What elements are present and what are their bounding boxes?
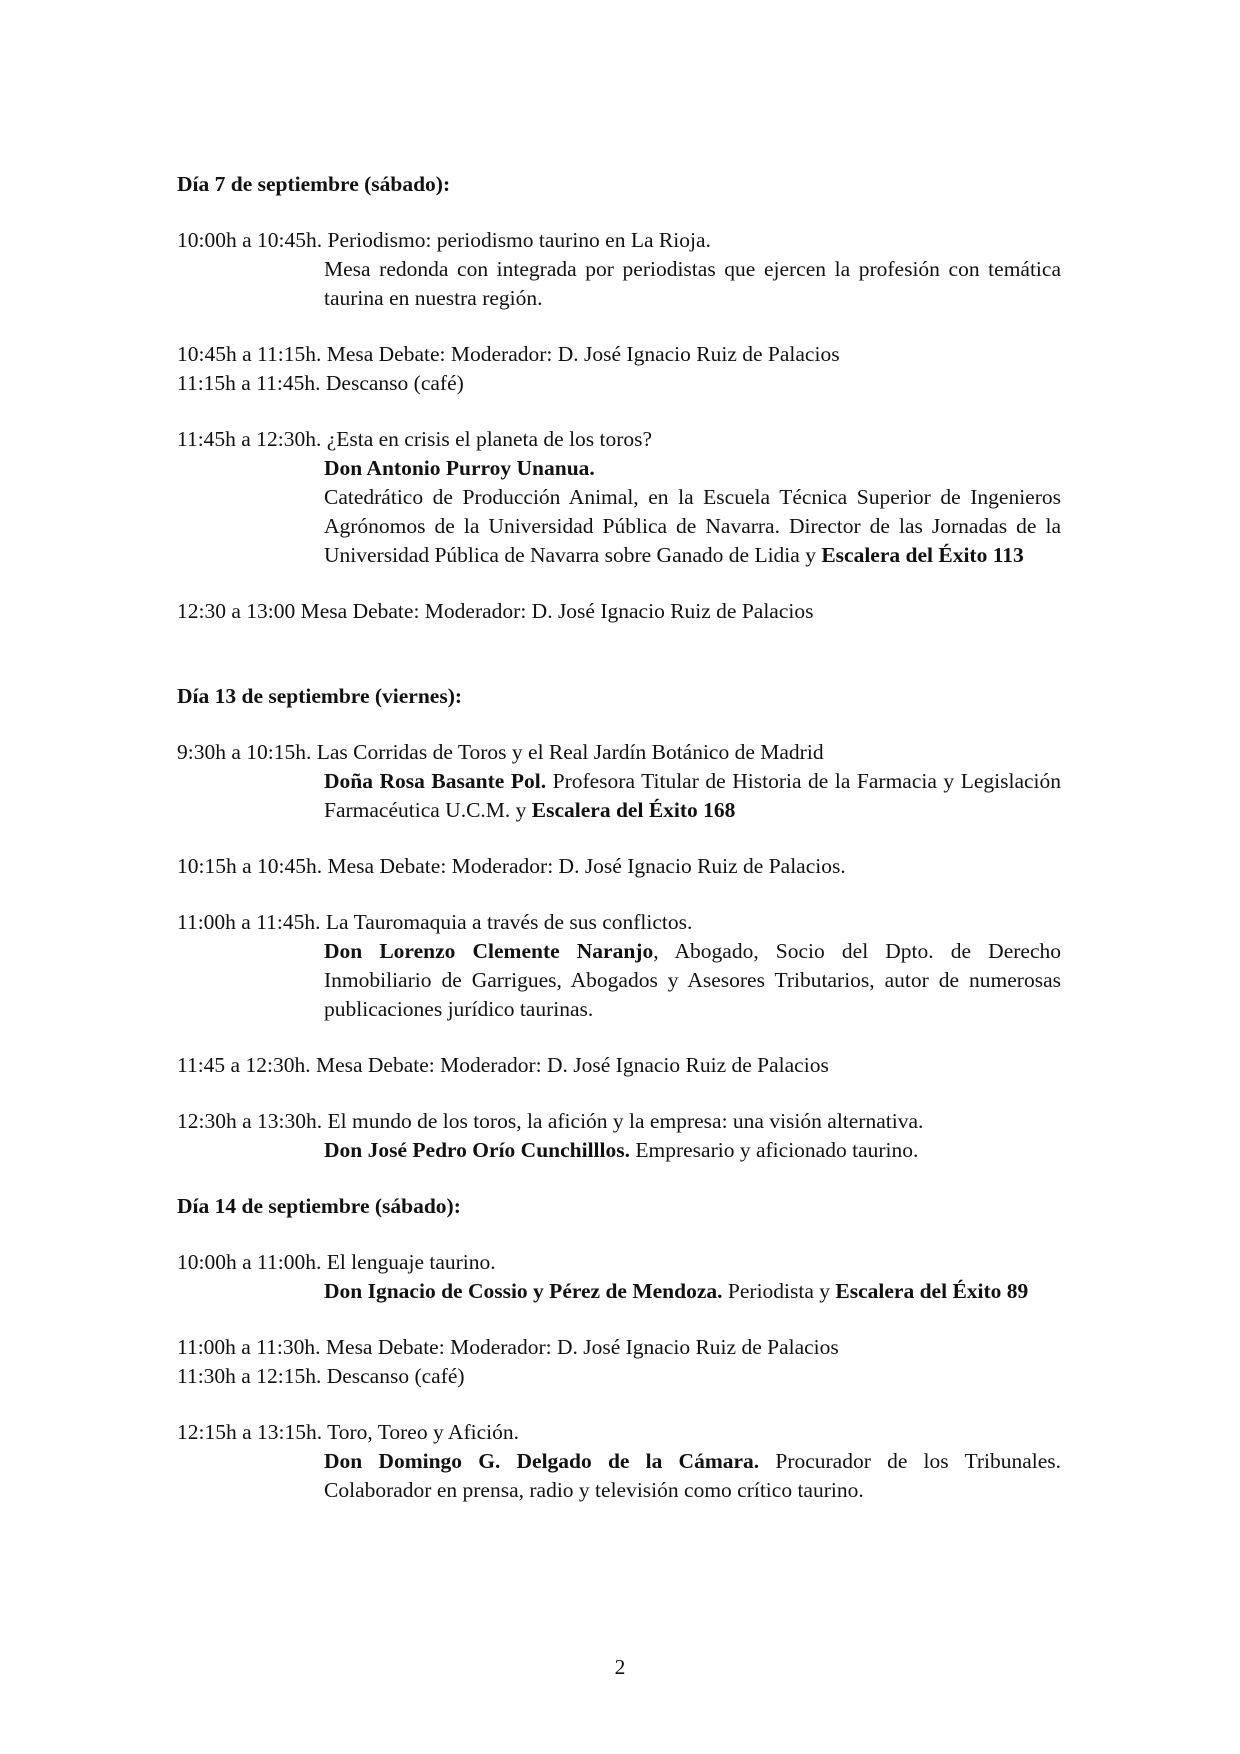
entry-title: Descanso (café)	[321, 1364, 465, 1388]
speaker-name: Don José Pedro Orío Cunchilllos.	[324, 1138, 630, 1162]
schedule-entry	[177, 908, 1061, 1024]
speaker-name: Don Ignacio de Cossio y Pérez de Mendoza.	[324, 1279, 723, 1303]
entry-title: Toro, Toreo y Afición.	[322, 1420, 519, 1444]
entry-title: Descanso (café)	[320, 371, 464, 395]
entry-time: 11:00h a 11:30h.	[177, 1335, 321, 1359]
speaker-name: Don Domingo G. Delgado de la Cámara.	[324, 1449, 760, 1473]
entry-title: Mesa Debate: Moderador: D. José Ignacio Ruiz de Palacios	[321, 342, 840, 366]
schedule-entry	[177, 852, 1061, 881]
entry-time: 11:45h a 12:30h.	[177, 427, 322, 451]
entry-time: 12:30 a 13:00	[177, 599, 296, 623]
schedule-entry	[177, 1362, 1061, 1391]
entry-detail: , Abogado, Socio del Dpto. de Derecho Inmobiliario de Garrigues, Abogados y Asesores Tributarios, autor de numerosas publicaciones jurídico taurinas.	[324, 939, 1061, 1021]
schedule-entry	[177, 340, 1061, 369]
entry-time: 10:00h a 11:00h.	[177, 1250, 322, 1274]
schedule-entry	[177, 369, 1061, 398]
schedule-entry	[177, 226, 1061, 313]
entry-time: 12:15h a 13:15h.	[177, 1420, 323, 1444]
entry-detail-bold: Escalera del Éxito 89	[835, 1279, 1029, 1303]
entry-detail: Mesa redonda con integrada por periodistas que ejercen la profesión con temática taurina en nuestra región.	[324, 257, 1061, 310]
document-page	[177, 170, 1061, 1532]
schedule-entry	[177, 1418, 1061, 1505]
page-number: 2	[614, 1655, 626, 1679]
entry-title: La Tauromaquia a través de sus conflictos.	[320, 910, 693, 934]
schedule-entry	[177, 1333, 1061, 1362]
schedule-entry	[177, 425, 1061, 570]
schedule-entry	[177, 738, 1061, 825]
entry-time: 11:00h a 11:45h.	[177, 910, 321, 934]
entry-title: Periodismo: periodismo taurino en La Rioja.	[322, 228, 711, 252]
entry-detail: Empresario y aficionado taurino.	[630, 1138, 919, 1162]
entry-title: Mesa Debate: Moderador: D. José Ignacio Ruiz de Palacios	[295, 599, 814, 623]
speaker-name: Doña Rosa Basante Pol.	[324, 769, 547, 793]
entry-title: ¿Esta en crisis el planeta de los toros?	[321, 427, 653, 451]
entry-title: Mesa Debate: Moderador: D. José Ignacio Ruiz de Palacios	[320, 1335, 839, 1359]
entry-title: El mundo de los toros, la afición y la empresa: una visión alternativa.	[322, 1109, 924, 1133]
entry-detail: Catedrático de Producción Animal, en la Escuela Técnica Superior de Ingenieros Agrónomos de la Universidad Pública de Navarra. Director de las Jornadas de la Universidad Pública de Navarra sobre Ganado de Lidia y	[324, 485, 1061, 567]
day-heading: Día 14 de septiembre (sábado):	[177, 1194, 461, 1218]
day-heading: Día 7 de septiembre (sábado):	[177, 172, 451, 196]
schedule-entry	[177, 1248, 1061, 1306]
entry-time: 10:15h a 10:45h.	[177, 854, 323, 878]
schedule-entry	[177, 597, 1061, 626]
entry-title: El lenguaje taurino.	[321, 1250, 496, 1274]
entry-time: 11:30h a 12:15h.	[177, 1364, 322, 1388]
schedule-entry	[177, 1051, 1061, 1080]
entry-time: 9:30h a 10:15h.	[177, 740, 312, 764]
entry-title: Las Corridas de Toros y el Real Jardín Botánico de Madrid	[311, 740, 824, 764]
entry-title: Mesa Debate: Moderador: D. José Ignacio Ruiz de Palacios.	[322, 854, 846, 878]
entry-time: 11:45 a 12:30h.	[177, 1053, 311, 1077]
entry-time: 11:15h a 11:45h.	[177, 371, 321, 395]
entry-detail: Procurador de los Tribunales. Colaborador en prensa, radio y televisión como crítico taurino.	[324, 1449, 1062, 1502]
speaker-name: Don Antonio Purroy Unanua.	[324, 456, 595, 480]
day-heading: Día 13 de septiembre (viernes):	[177, 684, 463, 708]
entry-detail: Periodista y	[722, 1279, 836, 1303]
entry-detail: Profesora Titular de Historia de la Farmacia y Legislación Farmacéutica U.C.M. y	[324, 769, 1061, 822]
schedule-entry	[177, 1107, 1061, 1165]
entry-time: 10:45h a 11:15h.	[177, 342, 322, 366]
speaker-name: Don Lorenzo Clemente Naranjo	[324, 939, 654, 963]
entry-detail-bold: Escalera del Éxito 113	[821, 543, 1024, 567]
entry-time: 10:00h a 10:45h.	[177, 228, 323, 252]
entry-detail-bold: Escalera del Éxito 168	[531, 798, 736, 822]
entry-title: Mesa Debate: Moderador: D. José Ignacio Ruiz de Palacios	[310, 1053, 829, 1077]
entry-time: 12:30h a 13:30h.	[177, 1109, 323, 1133]
